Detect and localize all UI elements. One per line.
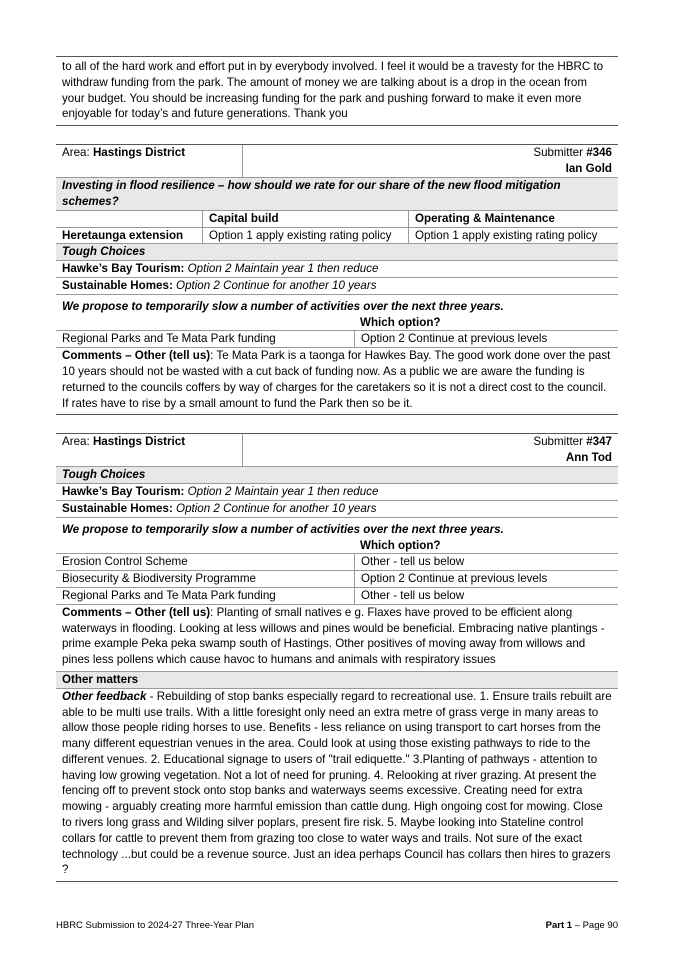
table-row: Erosion Control Scheme Other - tell us below xyxy=(56,554,618,571)
sub347-other-matters: Other matters xyxy=(56,672,618,689)
table-row: Regional Parks and Te Mata Park funding Option 2 Continue at previous levels xyxy=(56,331,618,348)
table-row: Biosecurity & Biodiversity Programme Option 2 Continue at previous levels xyxy=(56,571,618,588)
sub346-flood-row: Heretaunga extension Option 1 apply existing rating policy Option 1 apply existing rating policy xyxy=(56,228,618,245)
sub347-comments: Comments – Other (tell us): Planting of small natives e g. Flaxes have proved to be efficient along waterways in flooding. Looking at less willows and pines would be beneficial. Embracing native plantings - prime example Peka peka swamp south of Hastings. Other positives of moving away from willows and pines less pollens which cause havoc to humans and animals with respiratory issues xyxy=(56,605,618,672)
sub346-name: Ian Gold xyxy=(565,161,612,175)
sub347-name: Ann Tod xyxy=(565,451,612,465)
sub346-homes: Sustainable Homes: Option 2 Continue for another 10 years xyxy=(56,278,618,295)
page-footer xyxy=(56,920,618,931)
sub346-header xyxy=(56,145,618,178)
sub347-feedback: Other feedback - Rebuilding of stop banks especially regard to recreational use. 1. Ensure trails rebuilt are able to be multi use trails. With a little foresight only need an extra metre of grass verge in many areas to allow those people riding horses to use. Benefits - less reliance on using transport to cart horses from the many different equestrian venues in the area. Could look at using those existing pathways to ride to the different venues. 2. Educational signage to users of "trail ediquette." 3.Planting of pathways - attention to having low growing vegetation. Not a lot of need for pruning. 4. Relooking at river grazing. At present the fencing off to prevent stock onto stop banks and waterways seems excessive. Creating need for extra mowing - arguably creating more harmful emission than cattle dung. High ongoing cost for mowing. Close to rivers long grass and Wilding silver poplars, present fire risk. 5. Maybe looking into Stateline control collars for cattle to prevent them from grazing too close to water ways and trails. Not sure of the exact technology ...but could be a revenue source. Just an idea perhaps Council has collars then hires to grazers ? xyxy=(56,689,618,883)
sub347-submitter: Submitter #347 Ann Tod xyxy=(242,434,618,466)
sub346-tough-choices: Tough Choices xyxy=(56,244,618,261)
sub347-area: Area: Hastings District xyxy=(62,435,186,449)
sub347-propose: We propose to temporarily slow a number of activities over the next three years. xyxy=(62,522,504,536)
sub347-homes: Sustainable Homes: Option 2 Continue for another 10 years xyxy=(56,501,618,518)
sub347-which-header: Which option? xyxy=(56,538,618,555)
sub346-which-header: Which option? xyxy=(56,315,618,332)
sub346-submitter: Submitter #346 Ian Gold xyxy=(242,145,618,177)
sub346-comments: Comments – Other (tell us): Te Mata Park is a taonga for Hawkes Bay. The good work done over the past 10 years should not be wasted with a cut back of funding now. As a public we are aware the funding is returned to the councils coffers by way of charges for the caretakers so it is not a direct cost to the council. If rates have to rise by a small amount to fund the Park then so be it. xyxy=(56,348,618,415)
sub346-tourism: Hawke’s Bay Tourism: Option 2 Maintain year 1 then reduce xyxy=(56,261,618,278)
footer-page: Part 1 – Page 90 xyxy=(545,920,618,931)
intro-paragraph: to all of the hard work and effort put in by everybody involved. I feel it would be a travesty for the HBRC to withdraw funding from the park. The amount of money we are talking about is a drop in the ocean from your budget. You should be increasing funding for the park and pushing forward to make it even more enjoyable for today’s and future generations. Thank you xyxy=(62,60,604,121)
sub347-header xyxy=(56,434,618,467)
sub346-flood-question: Investing in flood resilience – how should we rate for our share of the new flood mitigation schemes? xyxy=(56,178,618,211)
sub346-flood-header: Capital build Operating & Maintenance xyxy=(56,211,618,228)
document-page xyxy=(56,56,618,882)
sub346-propose: We propose to temporarily slow a number of activities over the next three years. xyxy=(62,299,504,313)
sub346-area: Area: Hastings District xyxy=(62,146,186,160)
footer-title: HBRC Submission to 2024-27 Three-Year Plan xyxy=(56,920,255,931)
sub347-tourism: Hawke’s Bay Tourism: Option 2 Maintain year 1 then reduce xyxy=(56,484,618,501)
table-row: Regional Parks and Te Mata Park funding Other - tell us below xyxy=(56,588,618,605)
sub347-tough-choices: Tough Choices xyxy=(56,467,618,484)
